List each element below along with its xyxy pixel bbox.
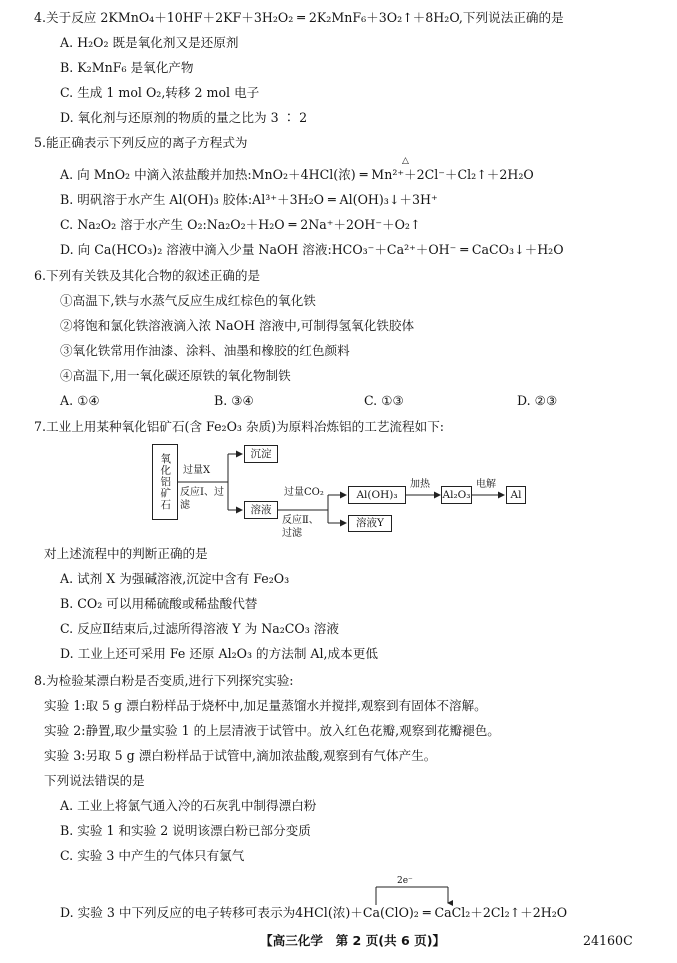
q6-statement-1: ①高温下,铁与水蒸气反应生成红棕色的氧化铁 (60, 293, 316, 308)
q7-prompt: 对上述流程中的判断正确的是 (44, 546, 208, 561)
q6-statement-4: ④高温下,用一氧化碳还原铁的氧化物制铁 (60, 368, 291, 383)
flow-solution-box: 溶液 (244, 501, 278, 519)
flow-precipitate-box: 沉淀 (244, 445, 278, 463)
flow-alumina-box: Al₂O₃ (441, 486, 472, 504)
q6-statement-3: ③氧化铁常用作油漆、涂料、油墨和橡胶的红色颜料 (60, 343, 350, 358)
q4-option-b: B. K₂MnF₆ 是氧化产物 (60, 60, 194, 75)
footer-code: 24160C (583, 933, 633, 948)
q5-option-a: A. 向 MnO₂ 中滴入浓盐酸并加热:MnO₂＋4HCl(浓) ═ Mn²⁺＋2Cl⁻＋Cl₂↑＋2H₂O (60, 167, 534, 182)
q6-option-c: C. ①③ (364, 393, 404, 408)
footer-title: 【高三化学 第 2 页(共 6 页)】 (260, 933, 446, 948)
q8-stem: 8.为检验某漂白粉是否变质,进行下列探究实验: (34, 673, 294, 688)
q6-option-d: D. ②③ (517, 393, 558, 408)
q5-a-heat-condition: △ (402, 156, 409, 166)
q8-option-a: A. 工业上将氯气通入冷的石灰乳中制得漂白粉 (60, 798, 317, 813)
flow-solution-y-box: 溶液Y (348, 515, 392, 532)
q4-option-a: A. H₂O₂ 既是氧化剂又是还原剂 (60, 35, 239, 50)
flow-label-reaction-1: 反应Ⅰ、过滤 (180, 487, 224, 511)
flow-label-heat: 加热 (410, 479, 430, 490)
q5-option-b: B. 明矾溶于水产生 Al(OH)₃ 胶体:Al³⁺＋3H₂O ═ Al(OH)₃↓＋3H⁺ (60, 192, 438, 207)
flow-label-electrolysis: 电解 (476, 479, 496, 490)
q6-statement-2: ②将饱和氯化铁溶液滴入浓 NaOH 溶液中,可制得氢氧化铁胶体 (60, 318, 415, 333)
q8-option-d: D. 实验 3 中下列反应的电子转移可表示为4HCl(浓)＋Ca(ClO)₂ ═ CaCl₂＋2Cl₂↑＋2H₂O (60, 905, 568, 920)
q8-experiment-2: 实验 2:静置,取少量实验 1 的上层清液于试管中。放入红色花瓣,观察到花瓣褪色。 (44, 723, 500, 738)
q8-prompt: 下列说法错误的是 (44, 773, 145, 788)
q5-stem: 5.能正确表示下列反应的离子方程式为 (34, 135, 248, 150)
flow-ore-box: 氧化铝矿石 (152, 444, 178, 520)
q7-stem: 7.工业上用某种氧化铝矿石(含 Fe₂O₃ 杂质)为原料冶炼铝的工艺流程如下: (34, 419, 445, 434)
q5-option-d: D. 向 Ca(HCO₃)₂ 溶液中滴入少量 NaOH 溶液:HCO₃⁻＋Ca²⁺＋OH⁻ ═ CaCO₃↓＋H₂O (60, 242, 564, 257)
q6-option-a: A. ①④ (60, 393, 100, 408)
flow-aluminum-hydroxide-box: Al(OH)₃ (348, 486, 406, 504)
q4-option-c: C. 生成 1 mol O₂,转移 2 mol 电子 (60, 85, 260, 100)
q4-stem: 4.关于反应 2KMnO₄＋10HF＋2KF＋3H₂O₂ ═ 2K₂MnF₆＋3O₂↑＋8H₂O,下列说法正确的是 (34, 10, 564, 25)
q4-option-d: D. 氧化剂与还原剂的物质的量之比为 3 ∶ 2 (60, 110, 308, 125)
flow-label-excess-x: 过量X (183, 465, 211, 476)
q7-option-a: A. 试剂 X 为强碱溶液,沉淀中含有 Fe₂O₃ (60, 571, 290, 586)
q8-experiment-1: 实验 1:取 5 g 漂白粉样品于烧杯中,加足量蒸馏水并搅拌,观察到有固体不溶解。 (44, 698, 487, 713)
q8-option-c: C. 实验 3 中产生的气体只有氯气 (60, 848, 245, 863)
q8-experiment-3: 实验 3:另取 5 g 漂白粉样品于试管中,滴加浓盐酸,观察到有气体产生。 (44, 748, 437, 763)
flow-aluminum-box: Al (506, 486, 526, 504)
flow-label-reaction-2: 反应Ⅱ、过滤 (282, 515, 319, 539)
electron-count-label: 2e⁻ (397, 876, 413, 886)
flow-label-excess-co2: 过量CO₂ (284, 487, 324, 498)
q5-option-c: C. Na₂O₂ 溶于水产生 O₂:Na₂O₂＋H₂O ═ 2Na⁺＋2OH⁻＋O₂↑ (60, 217, 421, 232)
q6-option-b: B. ③④ (214, 393, 254, 408)
q7-option-b: B. CO₂ 可以用稀硫酸或稀盐酸代替 (60, 596, 258, 611)
q7-process-flow-diagram (150, 440, 530, 540)
q7-option-c: C. 反应Ⅱ结束后,过滤所得溶液 Y 为 Na₂CO₃ 溶液 (60, 621, 339, 636)
q7-option-d: D. 工业上还可采用 Fe 还原 Al₂O₃ 的方法制 Al,成本更低 (60, 646, 378, 661)
q6-stem: 6.下列有关铁及其化合物的叙述正确的是 (34, 268, 261, 283)
electron-transfer-bracket (372, 877, 472, 907)
q8-option-b: B. 实验 1 和实验 2 说明该漂白粉已部分变质 (60, 823, 311, 838)
